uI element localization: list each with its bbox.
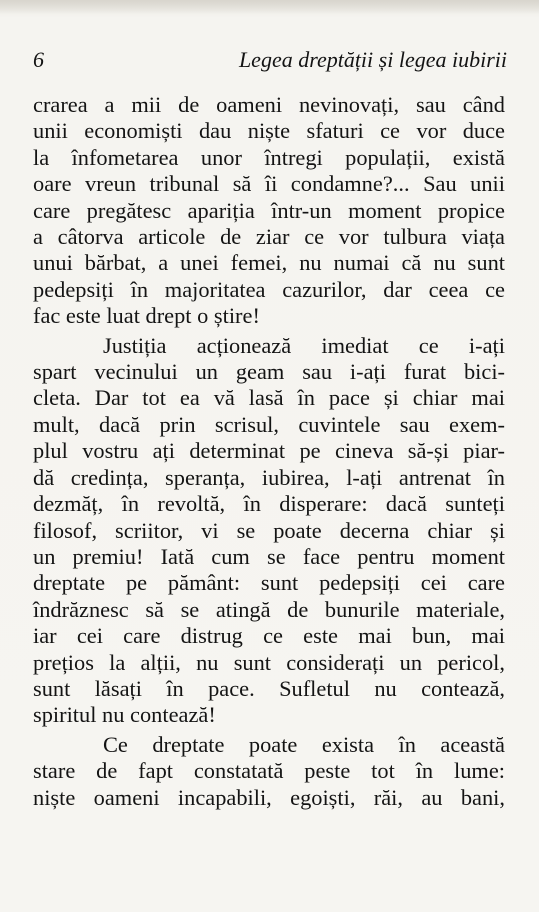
text-line: Justiția acționează imediat ce i-ați: [103, 332, 505, 358]
text-line: spiritul nu contează!: [33, 702, 216, 728]
text-line: iar cei care distrug ce este mai bun, mai: [33, 623, 505, 649]
text-line: care pregătesc apariția într-un moment propice: [33, 197, 505, 223]
text-line: spart vecinului un geam sau i-ați furat bici-: [33, 359, 505, 385]
book-title: Legea dreptății și legea iubirii: [238, 47, 507, 72]
text-line: unui bărbat, a unei femei, nu numai că nu sunt: [33, 250, 505, 276]
paragraph-1: [33, 92, 505, 330]
text-line: pedepsiți în majoritatea cazurilor, dar ceea ce: [33, 276, 505, 302]
page-number: 6: [33, 47, 44, 72]
body-text: [33, 92, 505, 811]
text-line: îndrăznesc să se atingă de bunurile materiale,: [33, 596, 505, 622]
text-line: oare vreun tribunal să îi condamne?... Sau unii: [33, 171, 505, 197]
paragraph-2: [33, 333, 505, 729]
text-line: Ce dreptate poate exista în această: [103, 731, 505, 757]
text-line: plul vostru ați determinat pe cineva să-și piar-: [33, 438, 505, 464]
text-line: dreptate pe pământ: sunt pedepsiți cei care: [33, 570, 505, 596]
text-line: stare de fapt constatată peste tot în lume:: [33, 758, 505, 784]
text-line: fac este luat drept o știre!: [33, 303, 260, 329]
page-top-shadow: [0, 0, 539, 14]
text-line: cleta. Dar tot ea vă lasă în pace și chiar mai: [33, 385, 505, 411]
text-line: a câtorva articole de ziar ce vor tulbura viața: [33, 224, 505, 250]
text-line: dă credința, speranța, iubirea, l-ați antrenat în: [33, 464, 505, 490]
paragraph-3: [33, 732, 505, 811]
text-line: filosof, scriitor, vi se poate decerna chiar și: [33, 517, 505, 543]
running-header: [33, 45, 507, 75]
text-line: mult, dacă prin scrisul, cuvintele sau exem-: [33, 411, 505, 437]
text-line: un premiu! Iată cum se face pentru moment: [33, 543, 505, 569]
text-line: dezmăț, în revoltă, în disperare: dacă sunteți: [33, 491, 505, 517]
text-line: crarea a mii de oameni nevinovați, sau când: [33, 92, 505, 117]
text-line: sunt lăsați în pace. Sufletul nu contează,: [33, 675, 505, 701]
text-line: niște oameni incapabili, egoiști, răi, au bani,: [33, 784, 505, 810]
text-line: unii economiști dau niște sfaturi ce vor duce: [33, 118, 505, 144]
text-line: la înfometarea unor întregi populații, există: [33, 144, 505, 170]
text-line: prețios la alții, nu sunt considerați un pericol,: [33, 649, 505, 675]
